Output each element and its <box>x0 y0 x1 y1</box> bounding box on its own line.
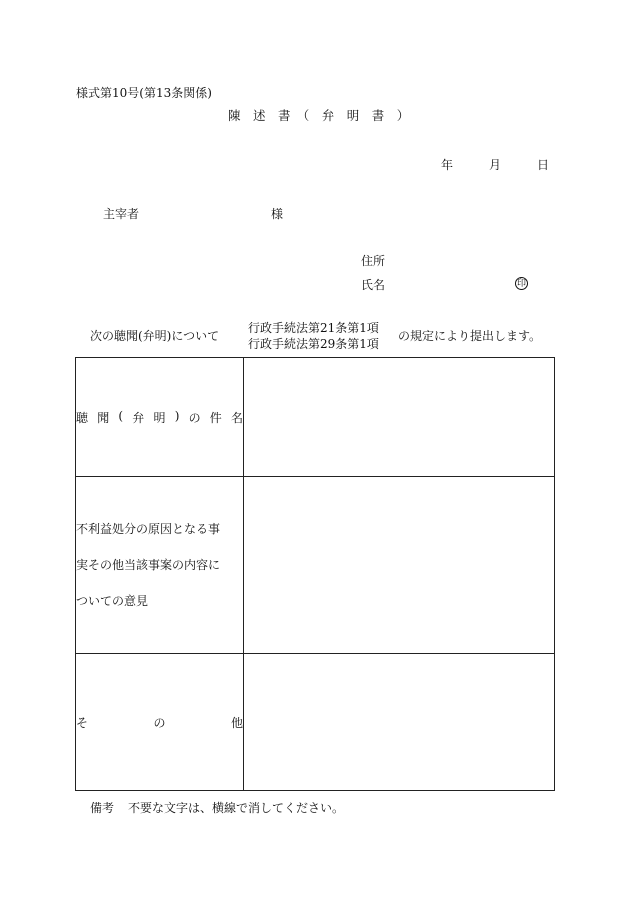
case-name-label-char: 弁 <box>132 410 145 425</box>
table-row-other <box>76 654 555 791</box>
seal-mark: 印 <box>516 279 526 289</box>
case-name-label-char: 聞 <box>97 410 110 425</box>
intro-text-pre: 次の聴聞(弁明)について <box>90 329 220 343</box>
other-field[interactable] <box>244 654 555 791</box>
opinion-label <box>76 477 244 654</box>
case-name-label-char: ( <box>118 408 124 423</box>
statement-table <box>75 357 555 791</box>
opinion-field[interactable] <box>244 477 555 654</box>
note-text: 不要な文字は、横線で消してください。 <box>128 801 345 815</box>
addressee-suffix: 様 <box>271 207 284 221</box>
case-name-label-char: 明 <box>153 410 166 425</box>
address-label: 住所 <box>361 254 386 268</box>
other-label-text <box>76 714 243 731</box>
other-label-char: の <box>153 715 166 730</box>
case-name-field[interactable] <box>244 358 555 477</box>
case-name-label <box>76 358 244 477</box>
case-name-label-char: の <box>188 410 201 425</box>
table-row-case-name <box>76 358 555 477</box>
form-number: 様式第10号(第13条関係) <box>76 86 212 100</box>
case-name-label-char: 名 <box>230 410 243 425</box>
opinion-label-line: 実その他当該事案の内容に <box>76 558 221 572</box>
case-name-label-char: ) <box>174 408 180 423</box>
opinion-label-line: ついての意見 <box>76 594 149 608</box>
intro-text-post: の規定により提出します。 <box>398 329 542 343</box>
table-row-opinion <box>76 477 555 654</box>
date-line: 年 月 日 <box>441 158 550 172</box>
case-name-label-char: 件 <box>209 410 222 425</box>
other-label-char: 他 <box>230 715 243 730</box>
case-name-label-text <box>76 409 243 426</box>
addressee-label: 主宰者 <box>103 207 140 221</box>
other-label-char: そ <box>76 715 89 730</box>
law-option-29: 行政手続法第29条第1項 <box>248 337 379 351</box>
document-title: 陳 述 書 （ 弁 明 書 ） <box>228 108 410 123</box>
opinion-label-text <box>76 523 243 607</box>
name-label: 氏名 <box>361 278 386 292</box>
other-label <box>76 654 244 791</box>
note-label: 備考 <box>90 801 115 815</box>
opinion-label-line: 不利益処分の原因となる事 <box>76 522 221 536</box>
case-name-label-char: 聴 <box>76 410 89 425</box>
law-option-21: 行政手続法第21条第1項 <box>248 321 379 335</box>
